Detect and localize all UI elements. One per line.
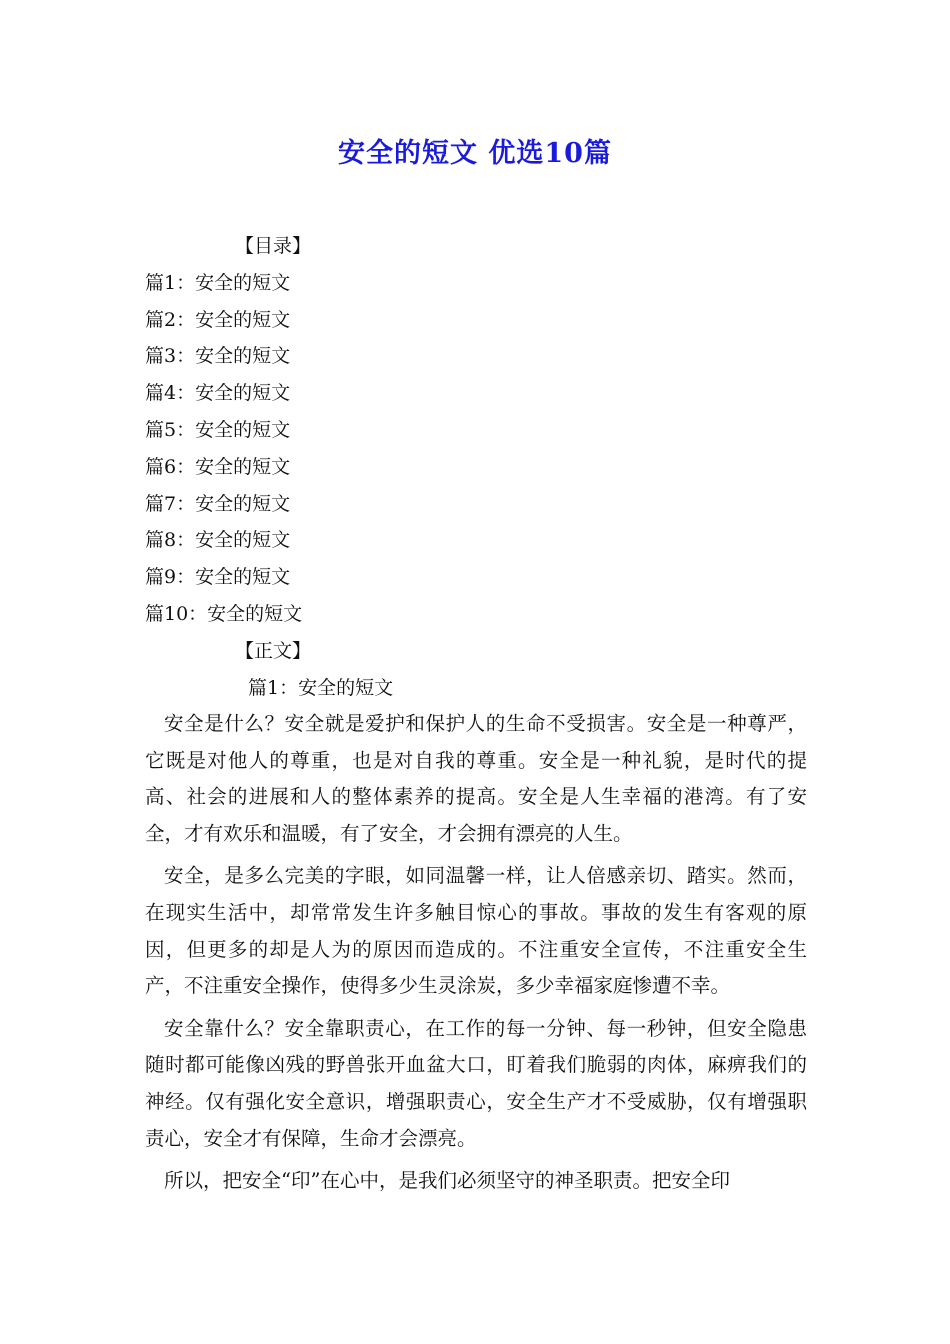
- toc-item: 篇4：安全的短文: [145, 382, 291, 405]
- paragraph: 安全靠什么？安全靠职责心，在工作的每一分钟、每一秒钟，但安全隐患随时都可能像凶残的野兽张开血盆大口，盯着我们脆弱的肉体，麻痹我们的神经。仅有强化安全意识，增强职责心，安全生产才不受威胁，仅有增强职责心，安全才有保障，生命才会漂亮。: [145, 1016, 807, 1150]
- toc-item: 篇8：安全的短文: [145, 529, 291, 552]
- body-heading: 【正文】: [235, 639, 312, 662]
- paragraph: 所以，把安全“印”在心中，是我们必须坚守的神圣职责。把安全印: [164, 1169, 730, 1193]
- toc-item: 篇2：安全的短文: [145, 308, 291, 331]
- toc-heading: 【目录】: [235, 235, 312, 257]
- toc-item: 篇3：安全的短文: [145, 345, 291, 368]
- toc-item: 篇7：安全的短文: [145, 492, 291, 515]
- toc-item: 篇9：安全的短文: [145, 566, 291, 589]
- toc-item: 篇5：安全的短文: [145, 418, 291, 441]
- table-of-contents: [145, 228, 825, 706]
- paragraph: 安全，是多么完美的字眼，如同温馨一样，让人倍感亲切、踏实。然而，在现实生活中，却常常发生许多触目惊心的事故。事故的发生有客观的原因，但更多的却是人为的原因而造成的。不注重安全宣传，不注重安全生产，不注重安全操作，使得多少生灵涂炭，多少幸福家庭惨遭不幸。: [145, 864, 807, 998]
- toc-item: 篇6：安全的短文: [145, 455, 291, 478]
- toc-item: 篇10：安全的短文: [145, 602, 303, 625]
- article-title: 篇1：安全的短文: [248, 676, 394, 699]
- toc-item: 篇1：安全的短文: [145, 271, 291, 294]
- document-title: 安全的短文 优选10篇: [338, 138, 612, 169]
- article-body: [145, 706, 807, 1200]
- paragraph: 安全是什么？安全就是爱护和保护人的生命不受损害。安全是一种尊严，它既是对他人的尊重，也是对自我的尊重。安全是一种礼貌，是时代的提高、社会的进展和人的整体素养的提高。安全是人生幸福的港湾。有了安全，才有欢乐和温暖，有了安全，才会拥有漂亮的人生。: [145, 712, 807, 845]
